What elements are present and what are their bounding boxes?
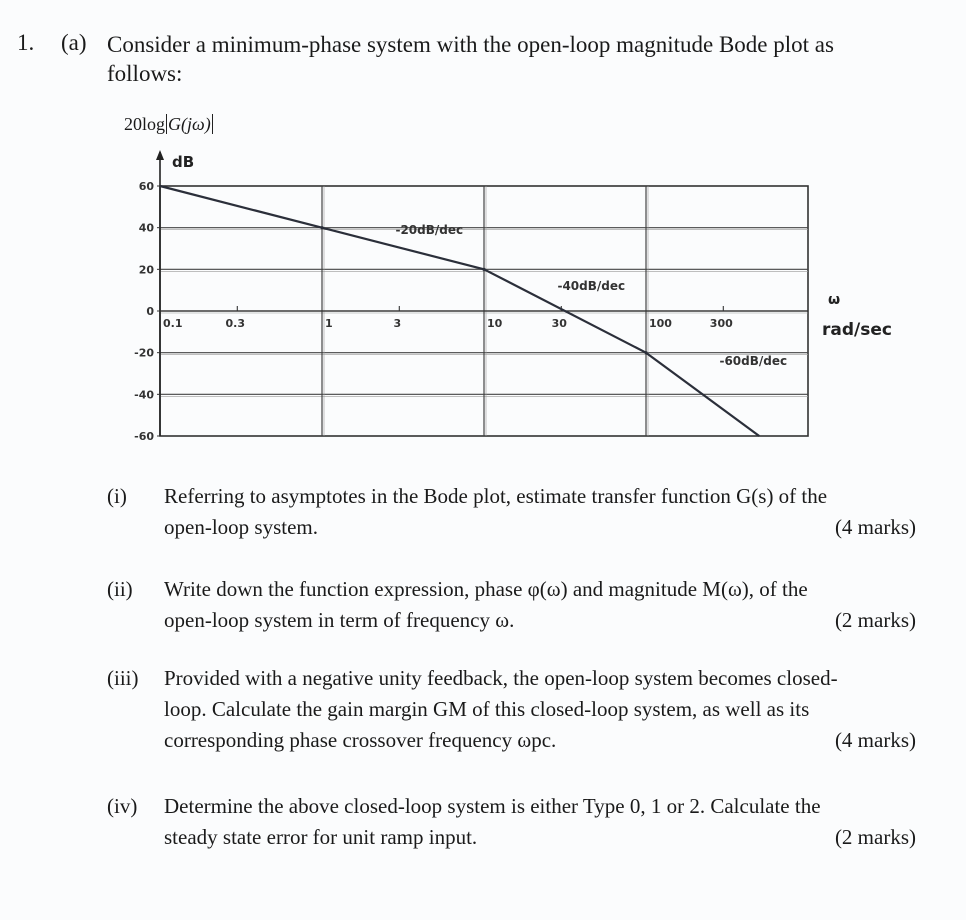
y-unit-label: dB — [172, 153, 195, 171]
bode-plot — [110, 140, 910, 450]
subquestion-3-numeral: (iii) — [107, 666, 139, 690]
question-intro — [107, 30, 917, 88]
subquestion-1-body — [164, 481, 916, 543]
x-tick-label: 30 — [551, 317, 567, 330]
subquestion-2-line: open-loop system in term of frequency ω. — [164, 608, 515, 632]
slope-label: -60dB/dec — [719, 354, 788, 369]
corner-frequency-point — [320, 226, 323, 229]
subquestion-1 — [107, 481, 916, 545]
subquestion-4-line: steady state error for unit ramp input. — [164, 825, 478, 849]
question-intro-line1: Consider a minimum-phase system with the open-loop magnitude Bode plot as — [107, 32, 834, 57]
x-tick-label: 0.3 — [225, 317, 246, 330]
y-tick-label: 0 — [146, 305, 154, 318]
y-tick-labels — [134, 180, 160, 443]
subquestion-1-line: Referring to asymptotes in the Bode plot, estimate transfer function G(s) of the — [164, 484, 828, 508]
subquestion-3-line: loop. Calculate the gain margin GM of this closed-loop system, as well as its — [164, 697, 810, 721]
subquestion-2-line: Write down the function expression, phase φ(ω) and magnitude M(ω), of the — [164, 577, 808, 601]
x-tick-label: 0.1 — [163, 317, 183, 330]
x-axis-symbol: ω — [828, 292, 841, 308]
question-number: 1. — [17, 30, 35, 55]
question-part: (a) — [61, 30, 87, 55]
slope-labels — [395, 223, 787, 368]
slope-label: -40dB/dec — [557, 279, 626, 294]
slope-label: -20dB/dec — [395, 222, 464, 237]
y-axis-function-label — [124, 114, 214, 135]
subquestion-3-marks: (4 marks) — [834, 728, 916, 752]
subquestion-4-body — [164, 791, 916, 853]
subquestion-1-numeral: (i) — [107, 484, 127, 508]
subquestion-4-marks: (2 marks) — [834, 825, 916, 849]
corner-frequency-point — [482, 268, 485, 271]
subquestion-2-marks: (2 marks) — [834, 608, 916, 632]
x-tick-label: 10 — [487, 317, 503, 330]
subquestion-2-numeral: (ii) — [107, 577, 133, 601]
y-tick-label: 20 — [138, 263, 154, 277]
x-tick-labels — [163, 306, 733, 330]
y-tick-label: -20 — [134, 346, 154, 360]
subquestion-2-body — [164, 574, 916, 636]
subquestion-4-numeral: (iv) — [107, 794, 138, 818]
x-tick-label: 100 — [649, 317, 672, 330]
x-tick-label: 300 — [709, 317, 733, 330]
x-tick-label: 3 — [393, 317, 402, 330]
y-tick-label: 60 — [138, 180, 154, 193]
subquestion-4 — [107, 791, 916, 855]
subquestion-3-line: Provided with a negative unity feedback, the open-loop system becomes closed- — [164, 666, 838, 690]
subquestion-1-line: open-loop system. — [164, 515, 318, 539]
subquestion-2 — [107, 574, 916, 638]
subquestion-4-line: Determine the above closed-loop system is either Type 0, 1 or 2. Calculate the — [164, 794, 821, 818]
y-tick-label: -40 — [134, 388, 154, 402]
y-axis-label-prefix: 20log — [124, 114, 166, 134]
y-axis-label-func: G(jω) — [168, 114, 211, 134]
question-intro-line2: follows: — [107, 61, 183, 86]
y-axis-arrow — [156, 150, 164, 160]
x-axis-unit-label: rad/sec — [822, 320, 892, 340]
x-tick-label: 1 — [325, 317, 333, 330]
plot-axes — [156, 150, 808, 436]
subquestion-3-body — [164, 663, 916, 756]
subquestion-3-line: corresponding phase crossover frequency ωpc. — [164, 728, 557, 752]
subquestion-3 — [107, 663, 916, 759]
y-tick-label: 40 — [138, 221, 154, 235]
corner-frequency-point — [644, 351, 647, 354]
y-tick-label: -60 — [134, 430, 154, 443]
subquestion-1-marks: (4 marks) — [834, 515, 916, 539]
